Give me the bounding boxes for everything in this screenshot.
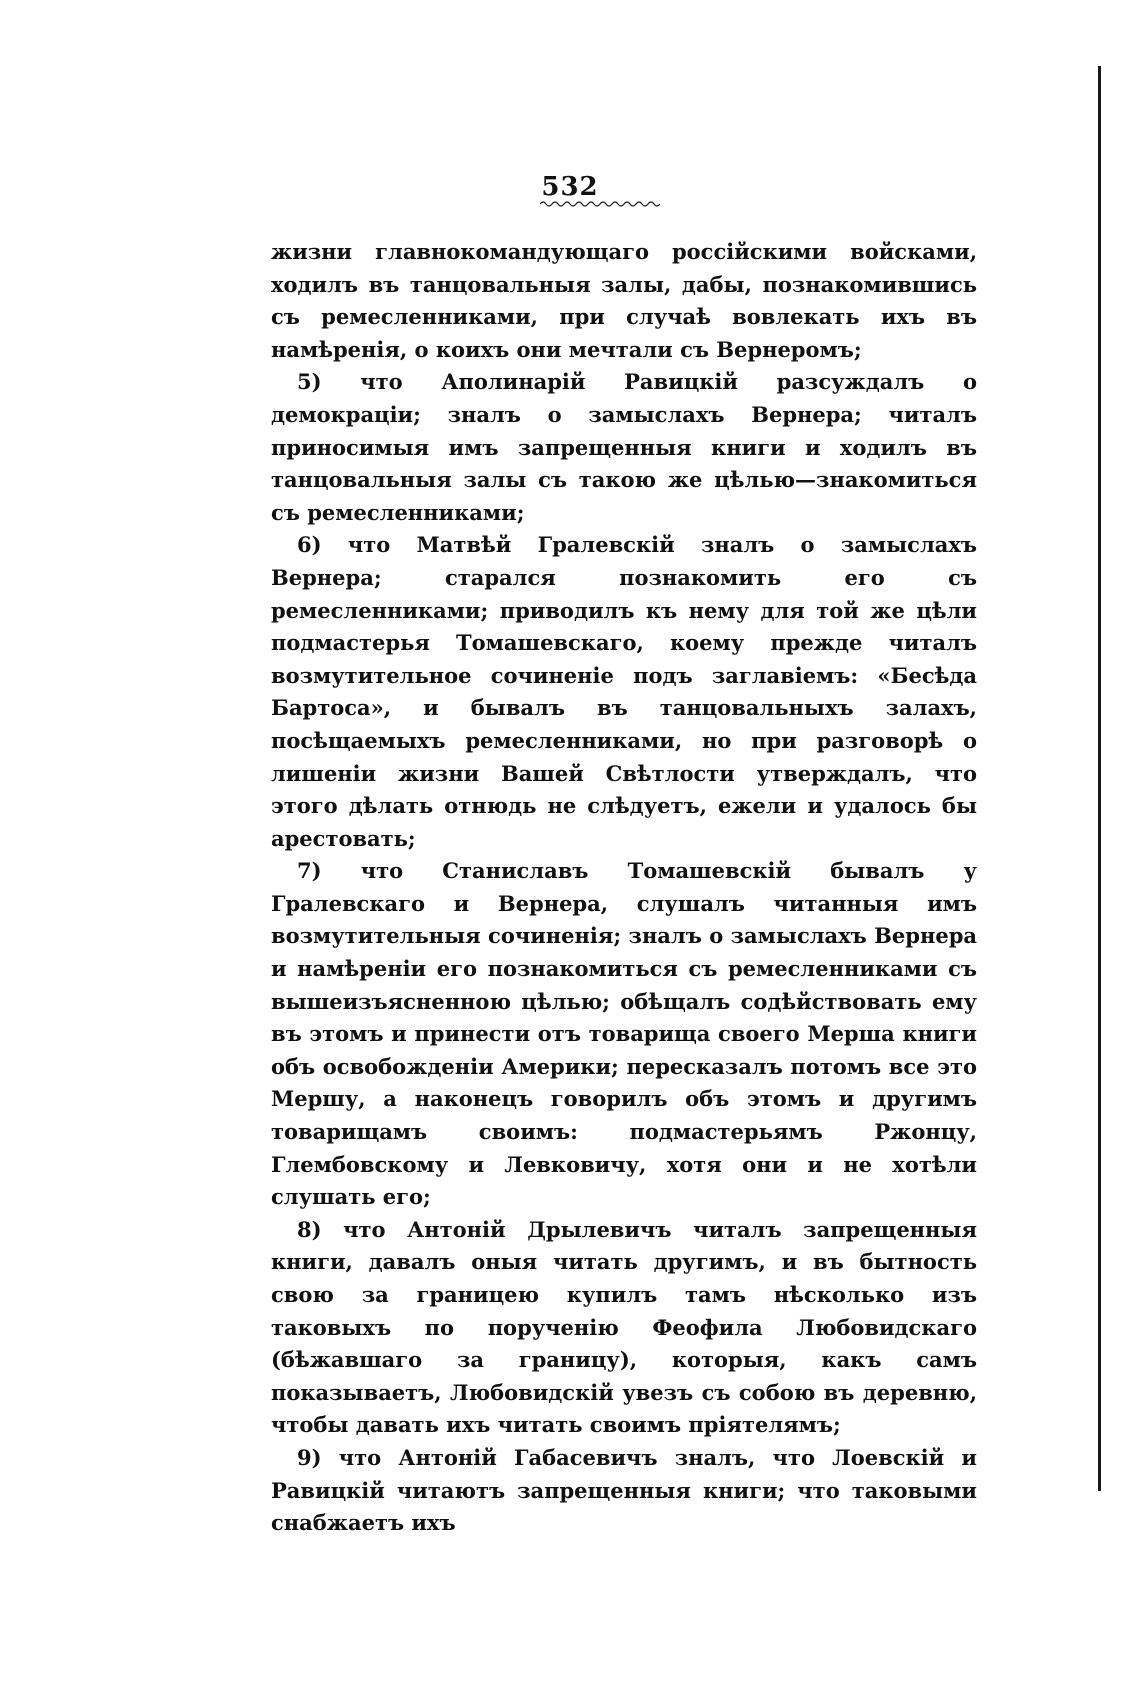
paragraph-item-6: 6) что Матвѣй Гралевскій зналъ о замыслахъ Вернера; старался познакомить его съ ремесленниками; приводилъ къ нему для той же цѣли подмастерья Томашевскаго, коему прежде читалъ возмутительное сочиненіе подъ заглавіемъ: «Бесѣда Бартоса», и бывалъ въ танцовальныхъ залахъ, посѣщаемыхъ ремесленниками, но при разговорѣ о лишеніи жизни Вашей Свѣтлости утверждалъ, что этого дѣлать отнюдь не слѣдуетъ, ежели и удалось бы арестовать;	[271, 532, 977, 851]
paragraph-item-9: 9) что Антоній Габасевичъ зналъ, что Лоевскій и Равицкій читаютъ запрещенныя книги; что таковыми снабжаетъ ихъ	[271, 1444, 977, 1536]
page-number: 532	[541, 172, 599, 202]
scan-edge-line	[1098, 66, 1101, 1491]
paragraph-item-8: 8) что Антоній Дрылевичъ читалъ запрещенныя книги, давалъ оныя читать другимъ, и въ бытность свою за границею купилъ тамъ нѣсколько изъ таковыхъ по порученію Феофила Любовидскаго (бѣжавшаго за границу), которыя, какъ самъ показываетъ, Любовидскій увезъ съ собою въ деревню, чтобы давать ихъ читать своимъ пріятелямъ;	[271, 1216, 977, 1438]
body-text	[271, 236, 977, 1540]
paragraph-item-5: 5) что Аполинарій Равицкій разсуждалъ о демокраціи; зналъ о замыслахъ Вернера; читалъ приносимыя имъ запрещенныя книги и ходилъ въ танцовальныя залы съ такою же цѣлью—знакомиться съ ремесленниками;	[271, 369, 977, 525]
paragraph-continuation: жизни главнокомандующаго россійскими войсками, ходилъ въ танцовальныя залы, дабы, познакомившись съ ремесленниками, при случаѣ вовлекать ихъ въ намѣренія, о коихъ они мечтали съ Вернеромъ;	[271, 239, 977, 362]
paragraph-item-7: 7) что Станиславъ Томашевскій бывалъ у Гралевскаго и Вернера, слушалъ читанныя имъ возмутительныя сочиненія; зналъ о замыслахъ Вернера и намѣреніи его познакомиться съ ремесленниками съ вышеизъясненною цѣлью; обѣщалъ содѣйствовать ему въ этомъ и принести отъ товарища своего Мерша книги объ освобожденіи Америки; пересказалъ потомъ все это Мершу, а наконецъ говорилъ объ этомъ и другимъ товарищамъ своимъ: подмастерьямъ Ржонцу, Глембовскому и Левковичу, хотя они и не хотѣли слушать его;	[271, 858, 977, 1210]
wavy-rule-ornament	[540, 200, 660, 210]
